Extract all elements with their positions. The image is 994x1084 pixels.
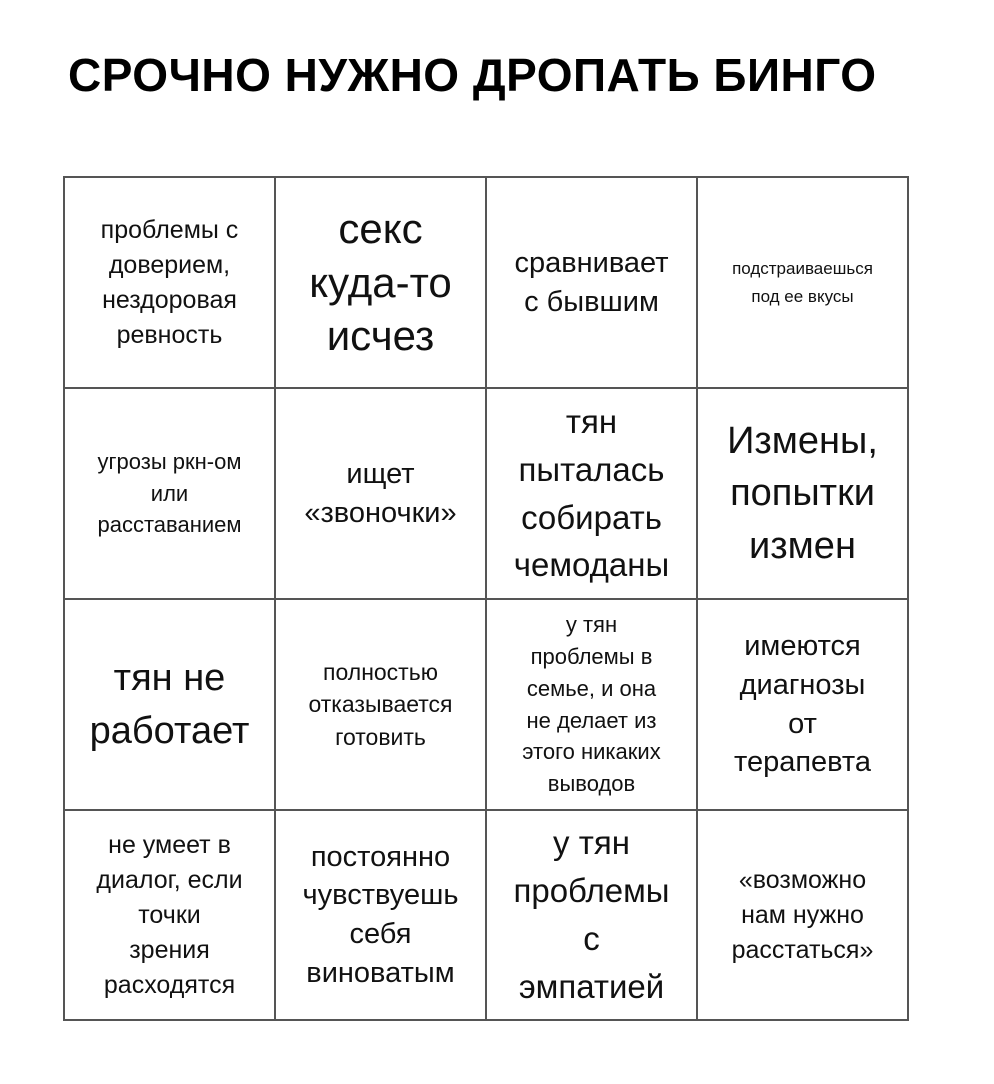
bingo-cell-text: проблемы с доверием, нездоровая ревность bbox=[100, 215, 239, 349]
bingo-cell-text: тян не работает bbox=[89, 657, 250, 752]
bingo-cell bbox=[276, 811, 487, 1019]
bingo-cell-text: Измены, попытки измен bbox=[727, 419, 878, 567]
bingo-cell-text: постоянно чувствуешь себя виноватым bbox=[302, 840, 459, 989]
page-title: СРОЧНО НУЖНО ДРОПАТЬ БИНГО bbox=[68, 49, 877, 101]
bingo-cell-text: ищет «звоночки» bbox=[304, 457, 457, 529]
bingo-cell-text: полностью отказывается готовить bbox=[308, 659, 453, 750]
bingo-grid bbox=[63, 176, 909, 1021]
bingo-cell-text: у тян проблемы с эмпатией bbox=[513, 824, 670, 1005]
bingo-cell-text: у тян проблемы в семье, и она не делает из этого никаких выводов bbox=[522, 611, 661, 797]
bingo-cell bbox=[65, 811, 276, 1019]
bingo-cell-text: «возможно нам нужно расстаться» bbox=[731, 865, 874, 964]
bingo-cell bbox=[276, 600, 487, 811]
bingo-cell bbox=[698, 178, 907, 389]
bingo-cell-text: угрозы ркн-ом или расставанием bbox=[97, 448, 242, 538]
bingo-cell bbox=[65, 178, 276, 389]
bingo-cell bbox=[487, 178, 698, 389]
bingo-cell-text: не умеет в диалог, если точки зрения расходятся bbox=[96, 830, 243, 999]
bingo-cell-text: секс куда-то исчез bbox=[309, 204, 452, 360]
bingo-cell bbox=[698, 811, 907, 1019]
bingo-cell-text: тян пыталась собирать чемоданы bbox=[513, 402, 670, 584]
bingo-cell bbox=[698, 600, 907, 811]
bingo-cell bbox=[487, 600, 698, 811]
bingo-cell bbox=[65, 389, 276, 600]
bingo-cell bbox=[65, 600, 276, 811]
bingo-cell bbox=[487, 811, 698, 1019]
bingo-cell bbox=[276, 178, 487, 389]
bingo-cell-text: имеются диагнозы от терапевта bbox=[733, 630, 872, 779]
bingo-cell bbox=[698, 389, 907, 600]
bingo-cell bbox=[487, 389, 698, 600]
bingo-cell-text: сравнивает с бывшим bbox=[514, 246, 669, 318]
bingo-cell-text: подстраиваешься под ее вкусы bbox=[732, 259, 873, 306]
bingo-cell bbox=[276, 389, 487, 600]
